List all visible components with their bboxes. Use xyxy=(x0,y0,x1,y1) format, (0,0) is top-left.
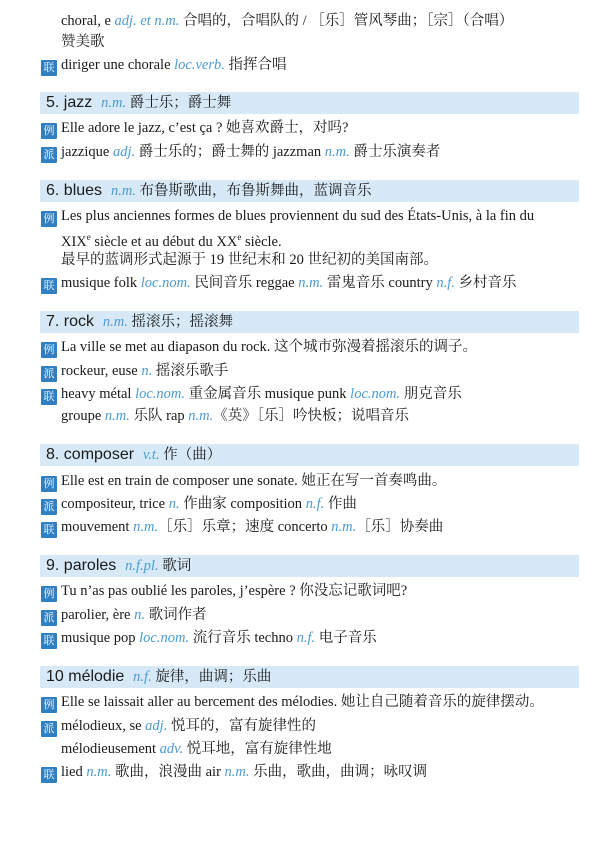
example-line xyxy=(0,692,601,713)
related-text: 乐队 rap xyxy=(129,408,189,424)
headword: 5. jazz xyxy=(46,94,93,111)
derived-grammar: n. xyxy=(168,496,180,512)
related-term: heavy métal xyxy=(61,386,136,402)
example-tag-icon: 例 xyxy=(41,586,57,602)
headword-meaning: 歌词 xyxy=(162,558,192,574)
example-tag-icon: 例 xyxy=(41,697,57,713)
headword: 9. paroles xyxy=(46,557,117,574)
derived-tag-icon: 派 xyxy=(41,610,57,626)
example-tag-icon: 例 xyxy=(41,476,57,492)
derived-line xyxy=(0,142,601,163)
derived-grammar: n.f. xyxy=(305,496,325,512)
derived-grammar: adj. xyxy=(145,718,168,734)
related-tag-icon: 联 xyxy=(41,633,57,649)
example-text: siècle et au début du XX xyxy=(90,233,238,250)
headword-grammar: v.t. xyxy=(142,447,160,463)
related-text: ［乐］协奏曲 xyxy=(356,519,444,535)
derived-term: jazzique xyxy=(61,144,113,160)
chorale-related xyxy=(0,55,601,76)
derived-text: 作曲 xyxy=(324,496,357,512)
example-tag-icon: 例 xyxy=(41,211,57,227)
choral-meaning-cont: 赞美歌 xyxy=(61,34,105,50)
choral-word: choral, e xyxy=(61,13,115,29)
related-grammar: n.m. xyxy=(104,408,130,424)
derived-grammar: adj. xyxy=(112,144,136,160)
derived-term: parolier, ère xyxy=(61,607,135,623)
related-grammar: n.m. xyxy=(298,275,324,291)
derived-grammar: n. xyxy=(141,363,153,379)
headword-grammar: n.f.pl. xyxy=(125,558,159,574)
headword-grammar: n.m. xyxy=(101,95,127,111)
related-grammar: loc.nom. xyxy=(140,275,191,291)
related-grammar: n.f. xyxy=(436,275,455,291)
derived-text: 摇滚乐歌手 xyxy=(152,363,229,379)
choral-line xyxy=(0,11,601,31)
choral-grammar: adj. et n.m. xyxy=(114,13,180,29)
headword-meaning: 爵士乐；爵士舞 xyxy=(129,95,232,111)
related-term: musique pop xyxy=(61,630,140,646)
related-term: diriger une chorale xyxy=(61,57,175,73)
derived-text: 爵士乐演奏者 xyxy=(349,144,441,160)
derived-tag-icon: 派 xyxy=(41,721,57,737)
related-text: 乐曲，歌曲，曲调；咏叹调 xyxy=(249,764,428,780)
example-text: Tu n’as pas oublié les paroles, j’espère ? 你没忘记歌词吧? xyxy=(61,583,408,599)
example-tag-icon: 例 xyxy=(41,342,57,358)
related-term: mouvement xyxy=(61,519,134,535)
derived-term: rockeur, euse xyxy=(61,363,142,379)
example-text: Les plus anciennes formes de blues proviennent du sud des États-Unis, à la fin du xyxy=(61,208,535,224)
related-grammar: n.m. xyxy=(331,519,357,535)
entry-heading-paroles xyxy=(40,555,579,577)
choral-line-2 xyxy=(0,32,601,52)
related-line xyxy=(0,273,601,294)
derived-grammar: adv. xyxy=(159,741,184,757)
headword-meaning: 摇滚乐；摇滚舞 xyxy=(131,314,234,330)
derived-line xyxy=(0,716,601,737)
entry-heading-melodie xyxy=(40,666,579,688)
related-text: 雷鬼音乐 country xyxy=(323,275,437,291)
related-tag-icon: 联 xyxy=(41,522,57,538)
example-line xyxy=(0,581,601,602)
headword-meaning: 作（曲） xyxy=(163,447,222,463)
related-line xyxy=(0,762,601,783)
example-translation xyxy=(0,250,601,270)
derived-term: compositeur, trice xyxy=(61,496,169,512)
example-text: siècle. xyxy=(241,233,282,250)
headword: 7. rock xyxy=(46,313,95,330)
derived-tag-icon: 派 xyxy=(41,366,57,382)
related-grammar: n.m. xyxy=(133,519,159,535)
derived-text: 爵士乐的；爵士舞的 jazzman xyxy=(135,144,325,160)
related-tag-icon: 联 xyxy=(41,278,57,294)
example-line-2 xyxy=(0,227,601,252)
entry-heading-rock xyxy=(40,311,579,333)
related-line-2 xyxy=(0,406,601,426)
choral-meaning: 合唱的，合唱队的 / ［乐］管风琴曲；［宗］（合唱） xyxy=(179,13,514,29)
related-text: 流行音乐 techno xyxy=(189,630,297,646)
example-line xyxy=(0,118,601,139)
related-tag-icon: 联 xyxy=(41,389,57,405)
headword: 6. blues xyxy=(46,182,103,199)
derived-text: 悦耳的，富有旋律性的 xyxy=(167,718,316,734)
entry-heading-jazz xyxy=(40,92,579,114)
related-grammar: loc.nom. xyxy=(350,386,401,402)
example-text: XIX xyxy=(61,233,87,250)
example-line xyxy=(0,206,601,227)
example-text: Elle se laissait aller au bercement des mélodies. 她让自己随着音乐的旋律摆动。 xyxy=(61,694,544,710)
derived-term: mélodieusement xyxy=(61,741,160,757)
derived-line xyxy=(0,361,601,382)
entry-heading-blues xyxy=(40,180,579,202)
headword: 10 mélodie xyxy=(46,668,125,685)
related-meaning: 指挥合唱 xyxy=(224,57,287,73)
derived-tag-icon: 派 xyxy=(41,499,57,515)
headword-meaning: 布鲁斯歌曲，布鲁斯舞曲，蓝调音乐 xyxy=(139,183,372,199)
example-text: Elle adore le jazz, c’est ça ? 她喜欢爵士，对吗? xyxy=(61,120,349,136)
related-text: ［乐］乐章；速度 concerto xyxy=(158,519,332,535)
derived-text: 悦耳地，富有旋律性地 xyxy=(183,741,332,757)
derived-grammar: n.m. xyxy=(324,144,350,160)
related-grammar: n.m. xyxy=(86,764,112,780)
example-text: 最早的蓝调形式起源于 19 世纪末和 20 世纪初的美国南部。 xyxy=(61,252,438,268)
example-text: La ville se met au diapason du rock. 这个城市弥漫着摇滚乐的调子。 xyxy=(61,339,478,355)
related-grammar: loc.nom. xyxy=(139,630,190,646)
related-tag-icon: 联 xyxy=(41,767,57,783)
related-line xyxy=(0,384,601,405)
superscript: e xyxy=(237,232,242,242)
derived-term: mélodieux, se xyxy=(61,718,146,734)
related-term: groupe xyxy=(61,408,105,424)
related-grammar: n.m. xyxy=(224,764,250,780)
derived-grammar: n. xyxy=(134,607,145,623)
related-grammar: loc.nom. xyxy=(135,386,186,402)
related-tag-icon: 联 xyxy=(41,60,57,76)
example-line xyxy=(0,471,601,492)
related-grammar: loc.verb. xyxy=(174,57,225,73)
headword-grammar: n.m. xyxy=(102,314,128,330)
related-text: 歌曲，浪漫曲 air xyxy=(111,764,225,780)
derived-text: 作曲家 composition xyxy=(179,496,306,512)
related-grammar: n.f. xyxy=(296,630,316,646)
headword-grammar: n.m. xyxy=(110,183,136,199)
entry-heading-composer xyxy=(40,444,579,466)
headword-meaning: 旋律，曲调；乐曲 xyxy=(155,669,272,685)
example-text: Elle est en train de composer une sonate. 她正在写一首奏鸣曲。 xyxy=(61,473,447,489)
example-tag-icon: 例 xyxy=(41,123,57,139)
related-text: 电子音乐 xyxy=(315,630,377,646)
related-term: musique folk xyxy=(61,275,141,291)
derived-line xyxy=(0,605,601,626)
derived-text: 歌词作者 xyxy=(144,607,207,623)
related-line xyxy=(0,628,601,649)
superscript: e xyxy=(86,232,91,242)
related-term: lied xyxy=(61,764,87,780)
related-text: 民间音乐 reggae xyxy=(190,275,299,291)
headword-grammar: n.f. xyxy=(133,669,152,685)
example-line xyxy=(0,337,601,358)
related-text: 《英》［乐］吟快板；说唱音乐 xyxy=(213,408,409,424)
derived-line-2 xyxy=(0,739,601,759)
derived-tag-icon: 派 xyxy=(41,147,57,163)
related-text: 乡村音乐 xyxy=(454,275,517,291)
derived-line xyxy=(0,494,601,515)
related-line xyxy=(0,517,601,538)
related-text: 朋克音乐 xyxy=(400,386,462,402)
related-grammar: n.m. xyxy=(188,408,214,424)
related-text: 重金属音乐 musique punk xyxy=(185,386,351,402)
headword: 8. composer xyxy=(46,446,135,463)
